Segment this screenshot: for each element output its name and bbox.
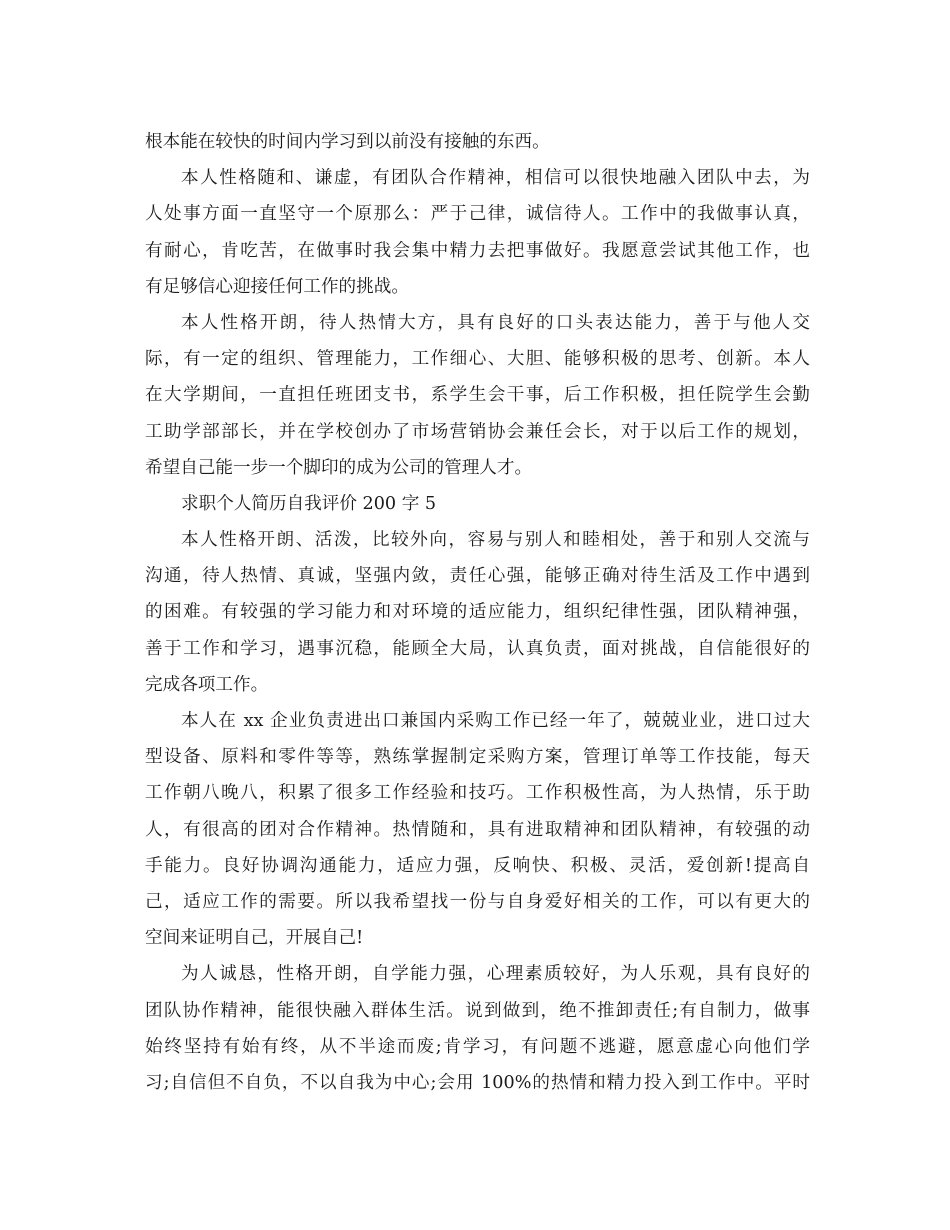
text-line: 根本能在较快的时间内学习到以前没有接触的东西。 bbox=[145, 132, 550, 152]
text-line: 习;自信但不自负，不以自我为中心;会用 100%的热情和精力投入到工作中。平时 bbox=[145, 1072, 810, 1093]
text-line: 希望自己能一步一个脚印的成为公司的管理人才。 bbox=[145, 457, 533, 478]
text-line: 始终坚持有始有终，从不半途而废;肯学习，有问题不逃避，愿意虚心向他们学 bbox=[145, 1036, 810, 1057]
section-heading: 求职个人简历自我评价 200 字 5 bbox=[181, 493, 437, 514]
text-line: 有足够信心迎接任何工作的挑战。 bbox=[145, 276, 409, 297]
paragraph-first-line: 本人在 xx 企业负责进出口兼国内采购工作已经一年了，兢兢业业，进口过大 bbox=[181, 711, 810, 731]
text-line: 工助学部部长，并在学校创办了市场营销协会兼任会长，对于以后工作的规划， bbox=[145, 421, 810, 442]
paragraph-first-line: 本人性格开朗，待人热情大方，具有良好的口头表达能力，善于与他人交 bbox=[181, 312, 810, 333]
text-line: 空间来证明自己，开展自己! bbox=[145, 928, 364, 949]
text-line: 善于工作和学习，遇事沉稳，能顾全大局，认真负责，面对挑战，自信能很好的 bbox=[145, 638, 810, 659]
text-line: 人处事方面一直坚守一个原那么：严于己律，诚信待人。工作中的我做事认真， bbox=[145, 204, 810, 225]
text-line: 际，有一定的组织、管理能力，工作细心、大胆、能够积极的思考、创新。本人 bbox=[145, 349, 810, 370]
text-line: 在大学期间，一直担任班团支书，系学生会干事，后工作积极，担任院学生会勤 bbox=[145, 385, 810, 406]
text-line: 人，有很高的团对合作精神。热情随和，具有进取精神和团队精神，有较强的动 bbox=[145, 819, 810, 840]
text-line: 工作朝八晚八，积累了很多工作经验和技巧。工作积极性高，为人热情，乐于助 bbox=[145, 783, 810, 804]
document-body bbox=[145, 124, 810, 1101]
text-line: 沟通，待人热情、真诚，坚强内敛，责任心强，能够正确对待生活及工作中遇到 bbox=[145, 566, 810, 587]
paragraph-first-line: 为人诚恳，性格开朗，自学能力强，心理素质较好，为人乐观，具有良好的 bbox=[181, 964, 810, 985]
paragraph-first-line: 本人性格开朗、活泼，比较外向，容易与别人和睦相处，善于和别人交流与 bbox=[181, 530, 810, 551]
paragraph-first-line: 本人性格随和、谦虚，有团队合作精神，相信可以很快地融入团队中去，为 bbox=[181, 168, 810, 189]
text-line: 的困难。有较强的学习能力和对环境的适应能力，组织纪律性强，团队精神强， bbox=[145, 602, 810, 623]
text-line: 完成各项工作。 bbox=[145, 674, 269, 695]
text-line: 型设备、原料和零件等等，熟练掌握制定采购方案，管理订单等工作技能，每天 bbox=[145, 747, 810, 768]
text-line: 有耐心，肯吃苦，在做事时我会集中精力去把事做好。我愿意尝试其他工作，也 bbox=[145, 240, 810, 261]
text-line: 手能力。良好协调沟通能力，适应力强，反响快、积极、灵活，爱创新!提高自 bbox=[145, 855, 810, 876]
text-line: 团队协作精神，能很快融入群体生活。说到做到，绝不推卸责任;有自制力，做事 bbox=[145, 1000, 810, 1021]
text-line: 己，适应工作的需要。所以我希望找一份与自身爱好相关的工作，可以有更大的 bbox=[145, 891, 810, 912]
